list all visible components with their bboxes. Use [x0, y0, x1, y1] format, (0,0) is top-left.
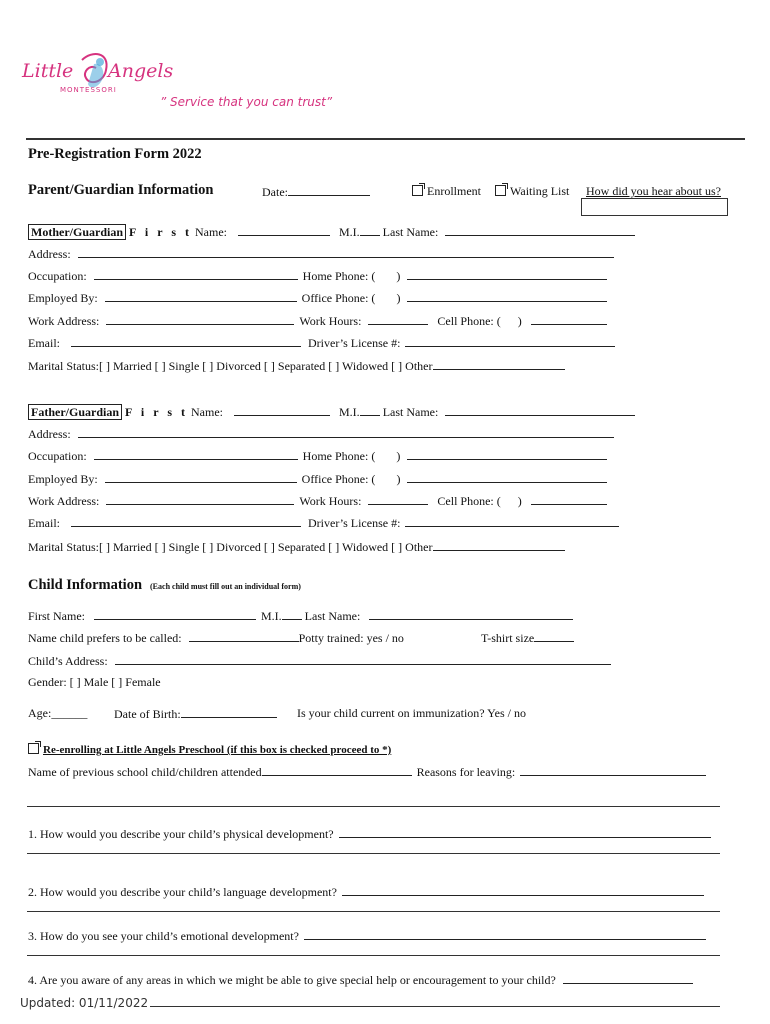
- child-address-row: [28, 653, 611, 669]
- drivers-license-label: Driver’s License #:: [308, 516, 401, 530]
- office-phone-label: Office Phone: (: [301, 472, 376, 486]
- email-label: Email:: [28, 336, 60, 350]
- father-last-name-input[interactable]: [445, 404, 635, 416]
- age-label: Age:______: [28, 706, 88, 720]
- q1-label: 1. How would you describe your child’s physical development?: [28, 827, 334, 841]
- mother-occupation-input[interactable]: [94, 268, 298, 280]
- father-work-row: [28, 493, 607, 509]
- form-title: Pre-Registration Form 2022: [28, 146, 202, 162]
- email-label: Email:: [28, 516, 60, 530]
- home-phone-label: Home Phone: (: [302, 269, 376, 283]
- cell-phone-label: Cell Phone: (: [437, 494, 501, 508]
- mother-name-label: Name:: [195, 225, 227, 239]
- how-hear-label: How did you hear about us?: [586, 184, 721, 198]
- mother-cell-phone-input[interactable]: [531, 313, 607, 325]
- father-mi-label: M.I.: [339, 405, 360, 419]
- q1-input[interactable]: [339, 826, 711, 838]
- father-employed-input[interactable]: [105, 471, 297, 483]
- address-label: Address:: [28, 247, 71, 261]
- father-home-phone-input[interactable]: [407, 448, 607, 460]
- mother-mi-input[interactable]: [360, 224, 380, 236]
- how-hear-input[interactable]: [581, 198, 728, 216]
- q3-row: [28, 928, 706, 944]
- dob-input[interactable]: [181, 706, 277, 718]
- paren-close: ): [396, 269, 401, 283]
- occupation-label: Occupation:: [28, 449, 87, 463]
- father-mi-input[interactable]: [360, 404, 380, 416]
- mother-employed-row: [28, 290, 607, 306]
- mother-email-input[interactable]: [71, 335, 301, 347]
- marital-status-label: Marital Status:[ ] Married [ ] Single [ ] Divorced [ ] Separated [ ] Widowed [ ] Other: [28, 540, 433, 554]
- q2-row: [28, 884, 704, 900]
- child-prefers-row: [28, 630, 404, 646]
- mother-work-row: [28, 313, 607, 329]
- tshirt-field: [481, 630, 574, 646]
- header-divider: [26, 138, 745, 140]
- employed-by-label: Employed By:: [28, 472, 98, 486]
- q3-line-2[interactable]: [27, 955, 720, 956]
- mother-employed-input[interactable]: [105, 290, 297, 302]
- mother-license-input[interactable]: [405, 335, 615, 347]
- child-first-name-input[interactable]: [94, 608, 256, 620]
- q1-line-2[interactable]: [27, 853, 720, 854]
- prev-school-input[interactable]: [262, 764, 412, 776]
- q2-label: 2. How would you describe your child’s language development?: [28, 885, 337, 899]
- mother-work-hours-input[interactable]: [368, 313, 428, 325]
- reasons-input[interactable]: [520, 764, 706, 776]
- dob-label: Date of Birth:: [114, 707, 181, 721]
- tshirt-label: T-shirt size: [481, 631, 535, 645]
- father-work-address-input[interactable]: [106, 493, 294, 505]
- father-email-row: [28, 515, 619, 531]
- marital-status-label: Marital Status:[ ] Married [ ] Single [ ] Divorced [ ] Separated [ ] Widowed [ ] Other: [28, 359, 433, 373]
- mother-address-row: [28, 246, 614, 262]
- q2-line-2[interactable]: [27, 911, 720, 912]
- work-address-label: Work Address:: [28, 494, 100, 508]
- child-prefers-input[interactable]: [189, 630, 299, 642]
- work-hours-label: Work Hours:: [299, 314, 362, 328]
- mother-occupation-row: [28, 268, 607, 284]
- child-mi-input[interactable]: [282, 608, 302, 620]
- prev-school-row: [28, 764, 706, 780]
- employed-by-label: Employed By:: [28, 291, 98, 305]
- father-cell-phone-input[interactable]: [531, 493, 607, 505]
- logo: [20, 48, 174, 103]
- q1-row: [28, 826, 711, 842]
- occupation-label: Occupation:: [28, 269, 87, 283]
- father-address-input[interactable]: [78, 426, 614, 438]
- mother-office-phone-input[interactable]: [407, 290, 607, 302]
- father-office-phone-input[interactable]: [407, 471, 607, 483]
- child-last-name-input[interactable]: [369, 608, 573, 620]
- child-section-note: (Each child must fill out an individual form): [150, 582, 301, 591]
- q4-row: [28, 972, 693, 988]
- father-first-label: F i r s t: [125, 405, 189, 419]
- paren-close: ): [396, 472, 401, 486]
- potty-label: Potty trained: yes / no: [298, 631, 404, 645]
- father-occupation-row: [28, 448, 607, 464]
- enrollment-label: Enrollment: [427, 184, 481, 198]
- father-license-input[interactable]: [405, 515, 619, 527]
- mother-other-input[interactable]: [433, 358, 565, 370]
- cell-phone-label: Cell Phone: (: [437, 314, 501, 328]
- mother-last-label: Last Name:: [382, 225, 439, 239]
- checkbox-icon: [28, 743, 39, 754]
- drivers-license-label: Driver’s License #:: [308, 336, 401, 350]
- father-address-row: [28, 426, 614, 442]
- parent-section-title: Parent/Guardian Information: [28, 182, 214, 198]
- father-email-input[interactable]: [71, 515, 301, 527]
- reenroll-checkbox[interactable]: [28, 742, 391, 757]
- mother-first-name-input[interactable]: [238, 224, 330, 236]
- child-section-title: Child Information: [28, 577, 143, 593]
- child-first-name-label: First Name:: [28, 609, 85, 623]
- child-last-name-label: Last Name:: [304, 609, 361, 623]
- reasons-line-2[interactable]: [27, 806, 720, 807]
- father-work-hours-input[interactable]: [368, 493, 428, 505]
- mother-marital-row[interactable]: [28, 358, 565, 374]
- paren-close: ): [396, 291, 401, 305]
- father-first-name-input[interactable]: [234, 404, 330, 416]
- office-phone-label: Office Phone: (: [301, 291, 376, 305]
- q4-label: 4. Are you aware of any areas in which we might be able to give special help or encouragement to your child?: [28, 973, 556, 987]
- enrollment-checkbox[interactable]: [412, 184, 481, 199]
- father-name-row: [28, 404, 635, 420]
- father-employed-row: [28, 471, 607, 487]
- mother-name-row: [28, 224, 635, 240]
- waiting-list-label: Waiting List: [510, 184, 570, 198]
- gender-label: Gender: [ ] Male [ ] Female: [28, 675, 161, 689]
- father-last-label: Last Name:: [382, 405, 439, 419]
- q4-input[interactable]: [563, 972, 693, 984]
- paren-close: ): [517, 314, 522, 328]
- mother-work-address-input[interactable]: [106, 313, 294, 325]
- father-name-label: Name:: [191, 405, 224, 419]
- tagline: ” Service that you can trust”: [160, 95, 333, 109]
- child-address-label: Child’s Address:: [28, 654, 108, 668]
- waiting-list-checkbox[interactable]: [495, 184, 569, 199]
- mother-mi-label: M.I.: [339, 225, 360, 239]
- q4-line-2[interactable]: [150, 1006, 720, 1007]
- immunization-label: Is your child current on immunization? Yes / no: [297, 706, 526, 720]
- updated-date: Updated: 01/11/2022: [20, 996, 149, 1010]
- q3-input[interactable]: [304, 928, 706, 940]
- child-address-input[interactable]: [115, 653, 611, 665]
- prev-school-label: Name of previous school child/children attended: [28, 765, 262, 779]
- mother-last-name-input[interactable]: [445, 224, 635, 236]
- paren-close: ): [396, 449, 401, 463]
- work-address-label: Work Address:: [28, 314, 100, 328]
- logo-text-angels: Angels: [108, 60, 174, 82]
- age-field[interactable]: [28, 706, 87, 721]
- father-other-input[interactable]: [433, 539, 565, 551]
- checkbox-icon: [412, 185, 423, 196]
- reasons-label: Reasons for leaving:: [416, 765, 516, 779]
- date-label: Date:: [262, 185, 288, 199]
- child-mi-label: M.I.: [261, 609, 282, 623]
- mother-first-label: F i r s t: [129, 225, 192, 239]
- father-marital-row[interactable]: [28, 539, 565, 555]
- child-name-row: [28, 608, 573, 624]
- home-phone-label: Home Phone: (: [302, 449, 376, 463]
- work-hours-label: Work Hours:: [299, 494, 362, 508]
- child-section-header: [28, 576, 301, 594]
- father-occupation-input[interactable]: [94, 448, 298, 460]
- address-label: Address:: [28, 427, 71, 441]
- logo-text-montessori: MONTESSORI: [60, 86, 117, 94]
- mother-home-phone-input[interactable]: [407, 268, 607, 280]
- mother-tag: Mother/Guardian: [28, 224, 126, 240]
- q3-label: 3. How do you see your child’s emotional development?: [28, 929, 299, 943]
- date-field[interactable]: [262, 184, 370, 200]
- paren-close: ): [517, 494, 522, 508]
- child-prefers-label: Name child prefers to be called:: [28, 631, 182, 645]
- mother-email-row: [28, 335, 615, 351]
- gender-row[interactable]: [28, 675, 161, 690]
- reenroll-label: Re-enrolling at Little Angels Preschool (if this box is checked proceed to *): [43, 744, 392, 756]
- tshirt-input[interactable]: [534, 630, 574, 642]
- checkbox-icon: [495, 185, 506, 196]
- q2-input[interactable]: [342, 884, 704, 896]
- mother-address-input[interactable]: [78, 246, 614, 258]
- dob-field: [114, 706, 277, 722]
- logo-text-little: Little: [22, 60, 74, 82]
- father-tag: Father/Guardian: [28, 404, 122, 420]
